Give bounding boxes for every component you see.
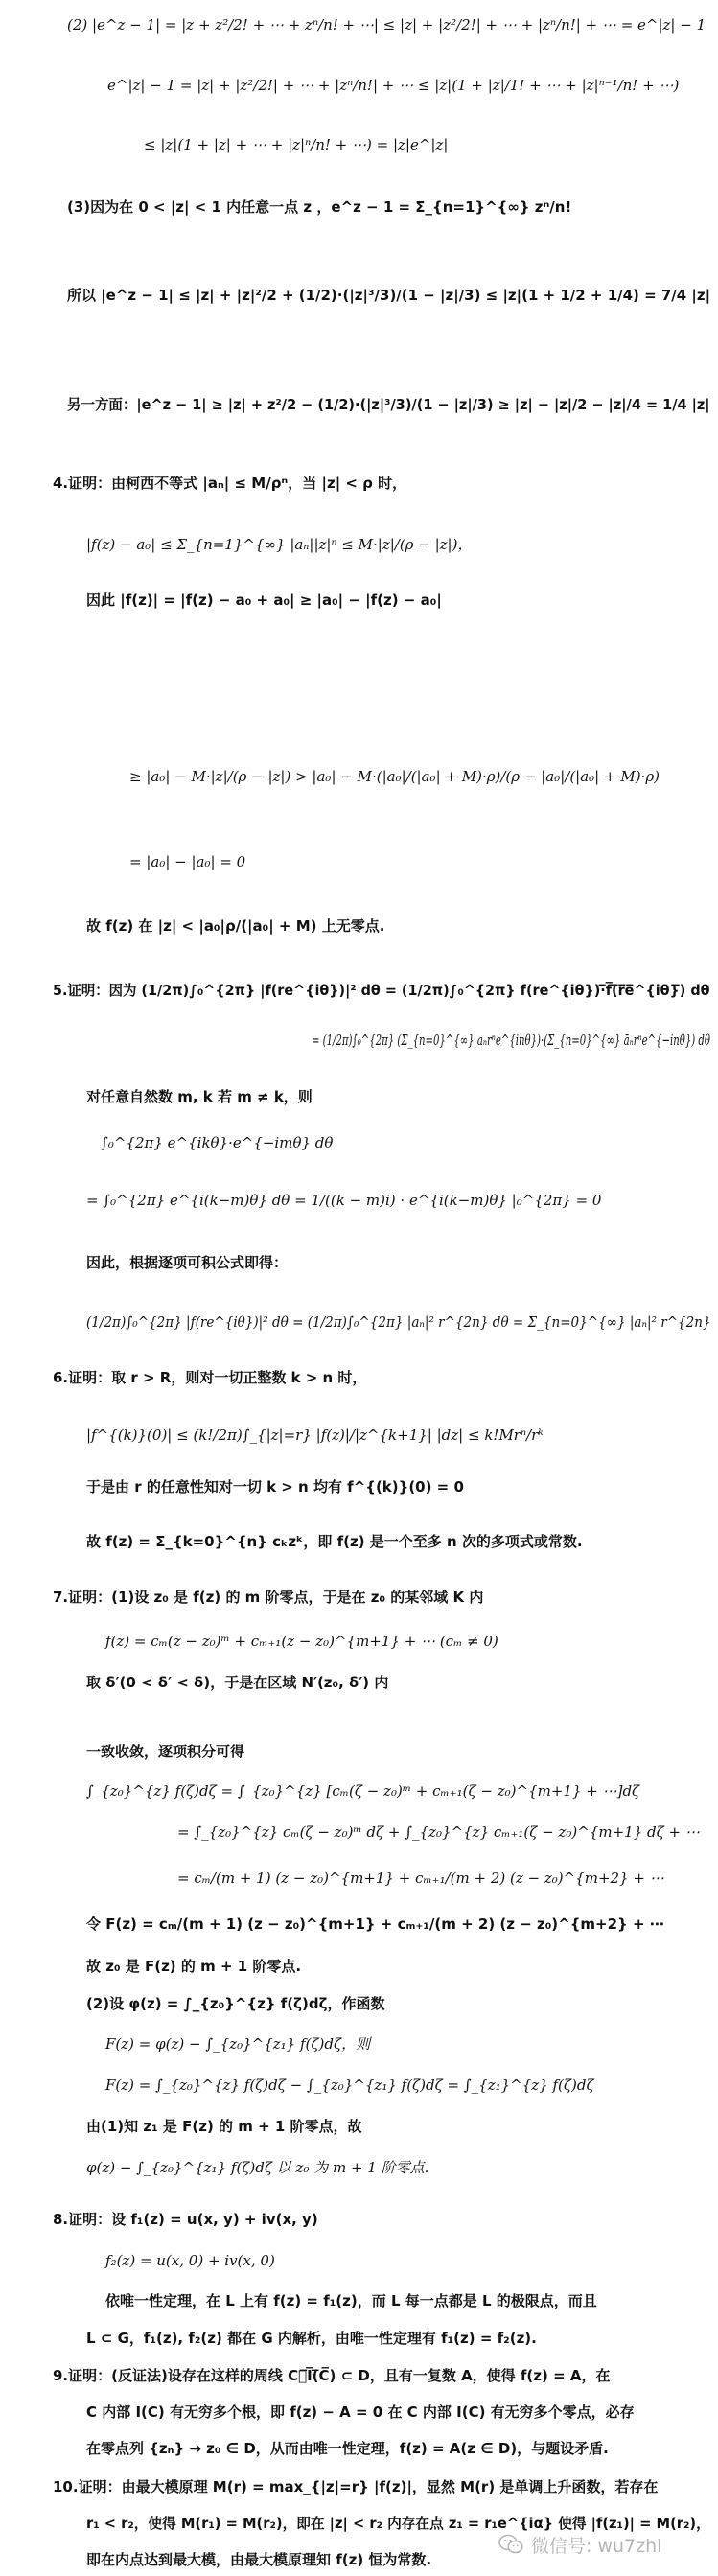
- text-line: 故 f(z) = Σ_{k=0}^{n} cₖzᵏ，即 f(z) 是一个至多 n 次的多项式或常数.: [86, 1533, 583, 1550]
- text-line: 因此，根据逐项可积公式即得：: [86, 1254, 289, 1271]
- text-line: F(z) = ∫_{z₀}^{z} f(ζ)dζ − ∫_{z₀}^{z₁} f(ζ)dζ = ∫_{z₁}^{z} f(ζ)dζ: [105, 2077, 594, 2094]
- text-line: C 内部 I(C) 有无穷多个根，即 f(z) − A = 0 在 C 内部 I(C) 有无穷多个零点，必存: [86, 2403, 635, 2421]
- text-line: f(z) = cₘ(z − z₀)ᵐ + cₘ₊₁(z − z₀)^{m+1} + ⋯ (cₘ ≠ 0): [105, 1633, 498, 1650]
- text-line: 取 δ′(0 < δ′ < δ)，于是在区域 N′(z₀, δ′) 内: [86, 1674, 389, 1691]
- text-line: 6.证明：取 r > R，则对一切正整数 k > n 时，: [53, 1369, 367, 1386]
- text-line: 7.证明：(1)设 z₀ 是 f(z) 的 m 阶零点，于是在 z₀ 的某邻域 K 内: [53, 1589, 484, 1606]
- text-line: L ⊂ G，f₁(z), f₂(z) 都在 G 内解析，由唯一性定理有 f₁(z) = f₂(z).: [86, 2330, 537, 2347]
- text-line: φ(z) − ∫_{z₀}^{z₁} f(ζ)dζ 以 z₀ 为 m + 1 阶零点.: [86, 2159, 429, 2176]
- text-line: 于是由 r 的任意性知对一切 k > n 均有 f^{(k)}(0) = 0: [86, 1478, 464, 1496]
- text-line: 令 F(z) = cₘ/(m + 1) (z − z₀)^{m+1} + cₘ₊₁/(m + 2) (z − z₀)^{m+2} + ⋯: [86, 1915, 664, 1933]
- text-line: 故 z₀ 是 F(z) 的 m + 1 阶零点.: [86, 1958, 302, 1975]
- text-line: 所以 |e^z − 1| ≤ |z| + |z|²/2 + (1/2)·(|z|³/3)/(1 − |z|/3) ≤ |z|(1 + 1/2 + 1/4) = 7/4 |z|: [67, 287, 711, 304]
- text-line: 即在内点达到最大模，由最大模原理知 f(z) 恒为常数.: [86, 2551, 432, 2568]
- text-line: (1/2π)∫₀^{2π} |f(re^{iθ})|² dθ = (1/2π)∫₀^{2π} |aₙ|² r^{2n} dθ = Σ_{n=0}^{∞} |aₙ|² r^{2n}: [86, 1313, 711, 1331]
- text-line: (2) |e^z − 1| = |z + z²/2! + ⋯ + zⁿ/n! + ⋯| ≤ |z| + |z²/2!| + ⋯ + |zⁿ/n!| + ⋯ = e^|z| − 1: [67, 16, 706, 34]
- text-line: F(z) = φ(z) − ∫_{z₀}^{z₁} f(ζ)dζ，则: [105, 2035, 371, 2053]
- wechat-icon: [498, 2534, 523, 2560]
- text-line: 5.证明：因为 (1/2π)∫₀^{2π} |f(re^{iθ})|² dθ = (1/2π)∫₀^{2π} f(re^{iθ})·̅f̅(̅r̅e̅^{iθ}̅) dθ: [53, 982, 710, 999]
- watermark-text: 微信号: wu7zhl: [531, 2536, 662, 2557]
- text-line: ≥ |a₀| − M·|z|/(ρ − |z|) > |a₀| − M·(|a₀|/(|a₀| + M)·ρ)/(ρ − |a₀|/(|a₀| + M)·ρ): [129, 768, 660, 785]
- wechat-watermark: [498, 2532, 661, 2560]
- text-line: (2)设 φ(z) = ∫_{z₀}^{z} f(ζ)dζ，作函数: [86, 1995, 385, 2012]
- text-line: ∫₀^{2π} e^{ikθ}·e^{−imθ} dθ: [101, 1134, 334, 1151]
- text-line: 10.证明：由最大模原理 M(r) = max_{|z|=r} |f(z)|，显然 M(r) 是单调上升函数，若存在: [53, 2478, 659, 2495]
- text-line: r₁ < r₂，使得 M(r₁) = M(r₂)，即在 |z| < r₂ 内存在点 z₁ = r₁e^{iα} 使得 |f(z₁)| = M(r₂)，: [86, 2515, 710, 2532]
- text-line: ≤ |z|(1 + |z| + ⋯ + |z|ⁿ/n! + ⋯) = |z|e^|z|: [144, 136, 449, 153]
- text-line: 对任意自然数 m, k 若 m ≠ k，则: [86, 1088, 313, 1105]
- text-line: 由(1)知 z₁ 是 F(z) 的 m + 1 阶零点，故: [86, 2118, 362, 2135]
- text-line: 因此 |f(z)| = |f(z) − a₀ + a₀| ≥ |a₀| − |f(z) − a₀|: [86, 592, 442, 609]
- text-line: 依唯一性定理，在 L 上有 f(z) = f₁(z)，而 L 每一点都是 L 的极限点，而且: [105, 2292, 597, 2309]
- text-line: |f^{(k)}(0)| ≤ (k!/2π)∫_{|z|=r} |f(z)|/|z^{k+1}| |dz| ≤ k!Mrⁿ/rᵏ: [86, 1427, 544, 1444]
- text-line: 在零点列 {zₙ} → z₀ ∈ D，从而由唯一性定理，f(z) = A(z ∈ D)，与题设矛盾.: [86, 2440, 609, 2457]
- text-line: 故 f(z) 在 |z| < |a₀|ρ/(|a₀| + M) 上无零点.: [86, 917, 385, 935]
- text-line: 8.证明：设 f₁(z) = u(x, y) + iv(x, y): [53, 2211, 318, 2228]
- text-line: (3)因为在 0 < |z| < 1 内任意一点 z ，e^z − 1 = Σ_{n=1}^{∞} zⁿ/n!: [67, 198, 572, 216]
- text-line: 另一方面：|e^z − 1| ≥ |z| + z²/2 − (1/2)·(|z|³/3)/(1 − |z|/3) ≥ |z| − |z|/2 − |z|/4 = 1/4 |z|: [67, 396, 710, 413]
- text-line: |f(z) − a₀| ≤ Σ_{n=1}^{∞} |aₙ||z|ⁿ ≤ M·|z|/(ρ − |z|)，: [86, 536, 473, 553]
- text-line: 一致收敛，逐项积分可得: [86, 1743, 245, 1760]
- text-line: 4.证明：由柯西不等式 |aₙ| ≤ M/ρⁿ，当 |z| < ρ 时，: [53, 475, 407, 492]
- text-line: = cₘ/(m + 1) (z − z₀)^{m+1} + cₘ₊₁/(m + 2) (z − z₀)^{m+2} + ⋯: [177, 1869, 664, 1887]
- text-line: ∫_{z₀}^{z} f(ζ)dζ = ∫_{z₀}^{z} [cₘ(ζ − z₀)ᵐ + cₘ₊₁(ζ − z₀)^{m+1} + ⋯]dζ: [86, 1782, 640, 1799]
- text-line: = (1/2π)∫₀^{2π} (Σ_{n=0}^{∞} aₙrⁿe^{inθ})·(Σ_{n=0}^{∞} āₙrⁿe^{−inθ}) dθ: [312, 1032, 710, 1049]
- text-line: = ∫_{z₀}^{z} cₘ(ζ − z₀)ᵐ dζ + ∫_{z₀}^{z} cₘ₊₁(ζ − z₀)^{m+1} dζ + ⋯: [177, 1823, 700, 1841]
- text-line: = |a₀| − |a₀| = 0: [129, 853, 246, 870]
- text-line: = ∫₀^{2π} e^{i(k−m)θ} dθ = 1/((k − m)i) · e^{i(k−m)θ} |₀^{2π} = 0: [86, 1192, 602, 1209]
- text-line: f₂(z) = u(x, 0) + iv(x, 0): [105, 2252, 275, 2269]
- text-line: e^|z| − 1 = |z| + |z²/2!| + ⋯ + |zⁿ/n!| + ⋯ ≤ |z|(1 + |z|/1! + ⋯ + |z|ⁿ⁻¹/n! + ⋯): [107, 77, 680, 94]
- text-line: 9.证明：(反证法)设存在这样的周线 C，̅I̅(̅C̅) ⊂ D，且有一复数 A，使得 f(z) = A，在: [53, 2367, 611, 2384]
